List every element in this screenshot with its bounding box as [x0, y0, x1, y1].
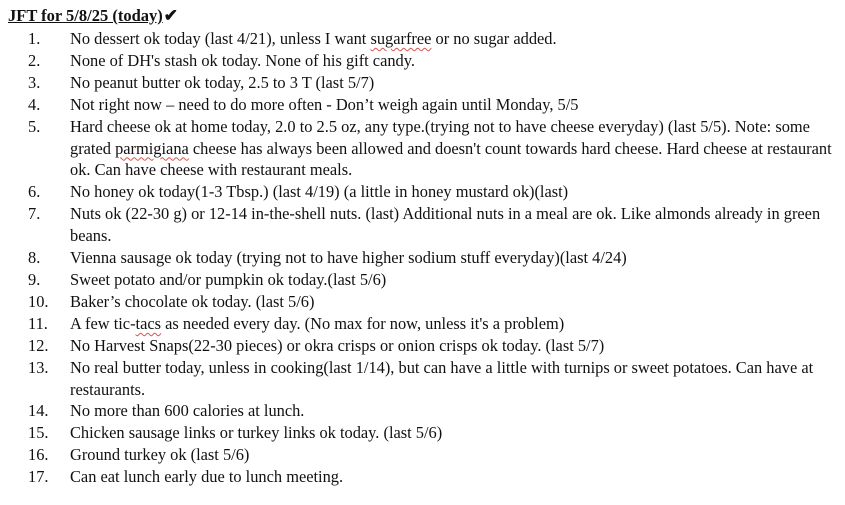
list-item-number: 6.	[28, 182, 41, 202]
list-item-number: 1.	[28, 29, 41, 48]
text-segment: No more than 600 calories at lunch.	[70, 401, 305, 421]
list-item-number: 7.	[28, 204, 41, 224]
text-segment: Baker’s chocolate ok today. (last 5/6)	[70, 291, 315, 311]
food-rules-list	[8, 28, 838, 488]
document-page	[8, 6, 838, 488]
list-item	[8, 466, 838, 488]
list-item	[8, 72, 838, 94]
list-item-text	[70, 467, 343, 486]
list-item	[8, 28, 838, 50]
list-item	[8, 400, 838, 422]
list-item-number: 3.	[28, 72, 41, 92]
text-segment: Chicken sausage links or turkey links ok today. (last 5/6)	[70, 423, 443, 443]
list-item-text	[70, 29, 557, 48]
list-item-number: 13.	[28, 357, 49, 377]
text-segment: No peanut butter ok today, 2.5 to 3 T (last 5/7)	[70, 72, 375, 92]
text-segment: Nuts ok (22-30 g) or 12-14 in-the-shell nuts. (last) Additional nuts in a meal are ok. Like almonds already in green beans.	[70, 204, 821, 246]
list-item-text	[70, 445, 249, 464]
text-segment: A few tic-	[70, 313, 136, 333]
text-segment: Vienna sausage ok today (trying not to have higher sodium stuff everyday)(last 4/24)	[70, 248, 627, 268]
list-item-text	[70, 270, 386, 289]
list-item-text	[70, 314, 564, 333]
list-item-text	[70, 423, 442, 442]
spellcheck-flagged-word: sugarfree	[370, 29, 432, 48]
list-item	[8, 313, 838, 335]
list-item-text	[70, 95, 578, 114]
list-item-number: 15.	[28, 423, 49, 443]
list-item	[8, 247, 838, 269]
list-item	[8, 357, 838, 401]
list-item-text	[70, 358, 813, 399]
list-item-text	[70, 204, 820, 245]
list-item-number: 17.	[28, 467, 49, 487]
text-segment: as needed every day. (No max for now, unless it's a problem)	[161, 313, 565, 333]
document-title: JFT for 5/8/25 (today)	[8, 6, 163, 25]
checkmark-icon: ✔	[163, 6, 179, 25]
list-item	[8, 444, 838, 466]
text-segment: None of DH's stash ok today. None of his gift candy.	[70, 50, 415, 70]
list-item	[8, 203, 838, 247]
spellcheck-flagged-word: tacs	[135, 313, 162, 333]
list-item-number: 11.	[28, 313, 48, 333]
list-item-number: 4.	[28, 94, 41, 114]
text-segment: cheese has always been allowed and doesn't count towards hard cheese. Hard cheese at restaurant ok. Can have cheese with restaurant meals.	[70, 138, 832, 180]
list-item	[8, 94, 838, 116]
text-segment: Sweet potato and/or pumpkin ok today.(last 5/6)	[70, 269, 387, 289]
text-segment: No dessert ok today (last 4/21), unless I want	[70, 29, 371, 48]
text-segment: No Harvest Snaps(22-30 pieces) or okra crisps or onion crisps ok today. (last 5/7)	[70, 335, 605, 355]
list-item	[8, 181, 838, 203]
text-segment: Hard cheese ok at home today, 2.0 to 2.5 oz, any type.(trying not to have cheese everyday) (last 5/5). Note: some grated	[70, 116, 810, 158]
list-item-text	[70, 73, 374, 92]
list-item	[8, 50, 838, 72]
list-item-text	[70, 51, 415, 70]
list-item-number: 5.	[28, 116, 41, 136]
list-item-text	[70, 401, 304, 420]
list-item	[8, 269, 838, 291]
list-item	[8, 116, 838, 182]
list-item-text	[70, 182, 568, 201]
list-item-number: 12.	[28, 335, 49, 355]
list-item-number: 9.	[28, 269, 41, 289]
list-item	[8, 335, 838, 357]
text-segment: No honey ok today(1-3 Tbsp.) (last 4/19) (a little in honey mustard ok)(last)	[70, 182, 569, 202]
list-item-number: 8.	[28, 248, 41, 268]
list-item-text	[70, 117, 832, 180]
text-segment: Can eat lunch early due to lunch meeting.	[70, 467, 344, 487]
title-line	[8, 6, 838, 28]
text-segment: or no sugar added.	[431, 29, 557, 48]
list-item-number: 10.	[28, 291, 49, 311]
list-item-number: 2.	[28, 50, 41, 70]
list-item-number: 16.	[28, 445, 49, 465]
list-item	[8, 291, 838, 313]
list-item-text	[70, 248, 627, 267]
list-item-text	[70, 292, 314, 311]
text-segment: Ground turkey ok (last 5/6)	[70, 445, 250, 465]
list-item	[8, 422, 838, 444]
text-segment: No real butter today, unless in cooking(last 1/14), but can have a little with turnips or sweet potatoes. Can have at restaurants.	[70, 357, 814, 399]
text-segment: Not right now – need to do more often - Don’t weigh again until Monday, 5/5	[70, 94, 579, 114]
list-item-text	[70, 336, 604, 355]
list-item-number: 14.	[28, 401, 49, 421]
spellcheck-flagged-word: parmigiana	[115, 138, 189, 158]
